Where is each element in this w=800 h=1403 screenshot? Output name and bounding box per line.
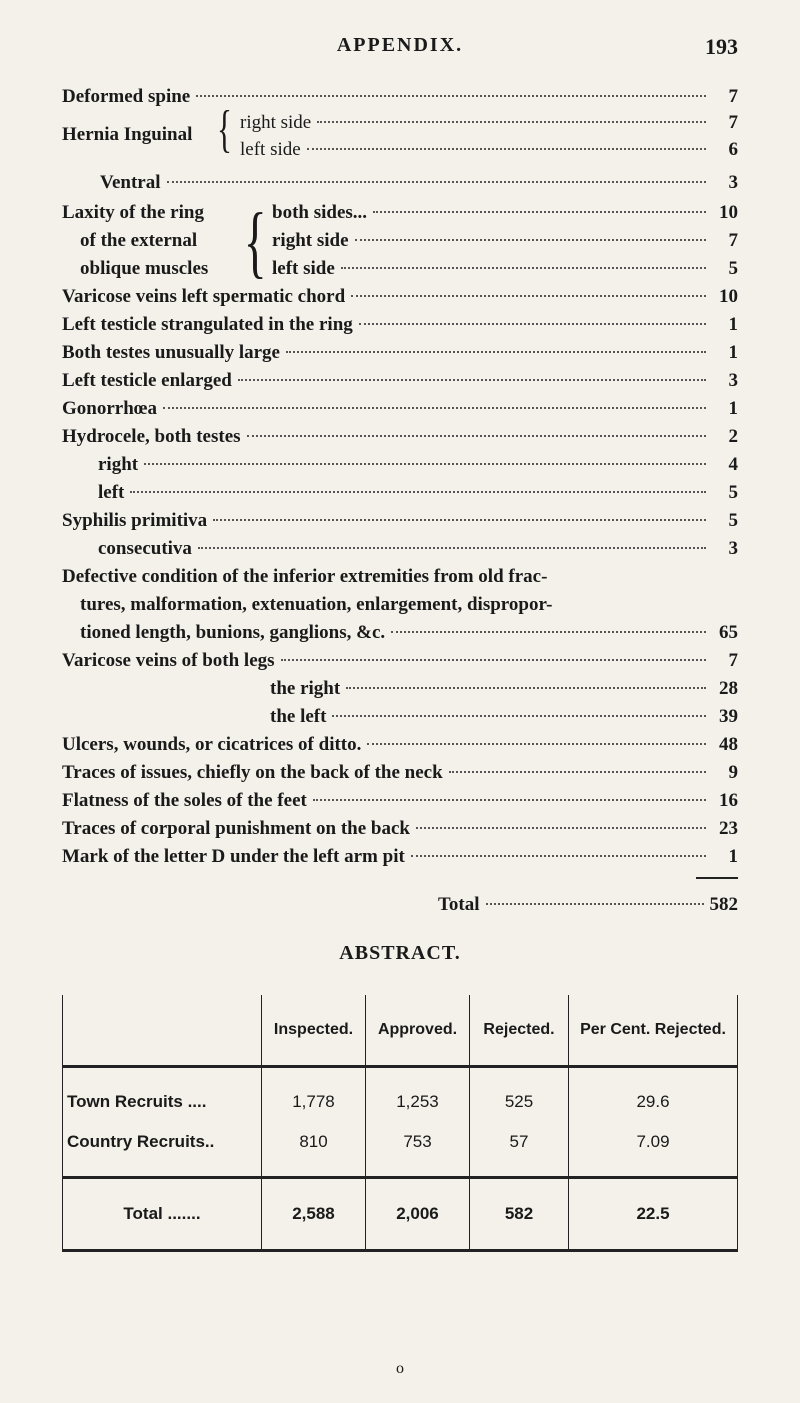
entry-row <box>62 424 738 450</box>
column-header: Approved. <box>366 995 470 1067</box>
entry-row <box>62 760 738 786</box>
entry-value: 7 <box>728 86 738 107</box>
entry-label: Deformed spine <box>62 86 191 107</box>
entry-row <box>62 84 738 110</box>
entry-value: 7 <box>728 112 738 133</box>
entry-value: 65 <box>719 622 738 643</box>
entry-value: 28 <box>719 678 738 699</box>
entry-label: Traces of issues, chiefly on the back of the neck <box>62 762 443 783</box>
entry-row <box>62 844 738 870</box>
entry-value: 3 <box>728 172 738 193</box>
table-total-row <box>63 1178 738 1251</box>
table-cell: 810 <box>262 1122 366 1178</box>
entry-row <box>100 170 738 196</box>
entry-value: 10 <box>719 286 738 307</box>
entry-label: Left testicle strangulated in the ring <box>62 314 353 335</box>
entry-row <box>240 137 738 163</box>
entry-label: Flatness of the soles of the feet <box>62 790 307 811</box>
brace-icon: { <box>216 101 232 158</box>
wrapped-line: tures, malformation, extenuation, enlargement, dispropor- <box>80 594 553 615</box>
entry-row <box>62 340 738 366</box>
group-label-laxity-2: of the external <box>80 230 198 251</box>
total-rule <box>696 877 738 879</box>
table-cell: 1,253 <box>366 1067 470 1123</box>
table-cell: 22.5 <box>569 1178 738 1251</box>
entry-label: right side <box>240 112 312 133</box>
total-row <box>438 892 738 918</box>
column-header: Inspected. <box>262 995 366 1067</box>
entry-value: 3 <box>728 370 738 391</box>
table-header-row <box>63 995 738 1067</box>
group-label-laxity-1: Laxity of the ring <box>62 202 204 223</box>
table-cell: 2,588 <box>262 1178 366 1251</box>
entry-value: 5 <box>728 510 738 531</box>
table-cell: 2,006 <box>366 1178 470 1251</box>
row-label: Total ....... <box>63 1178 262 1251</box>
entry-label: Varicose veins of both legs <box>62 650 275 671</box>
table-row <box>63 1122 738 1178</box>
entry-row <box>240 110 738 136</box>
entry-value: 9 <box>728 762 738 783</box>
entry-label: tioned length, bunions, ganglions, &c. <box>80 622 386 643</box>
entry-row <box>272 256 738 282</box>
entry-row <box>62 816 738 842</box>
entry-row <box>270 676 738 702</box>
entry-label: Both testes unusually large <box>62 342 280 363</box>
table-cell: 1,778 <box>262 1067 366 1123</box>
entry-label: both sides... <box>272 202 368 223</box>
entry-label: Ulcers, wounds, or cicatrices of ditto. <box>62 734 362 755</box>
brace-icon: { <box>243 198 267 286</box>
entry-label: Mark of the letter D under the left arm pit <box>62 846 405 867</box>
entry-row <box>272 200 738 226</box>
total-label: Total <box>438 894 480 915</box>
entry-value: 39 <box>719 706 738 727</box>
entry-value: 10 <box>719 202 738 223</box>
entry-label: left side <box>272 258 335 279</box>
table-cell: 29.6 <box>569 1067 738 1123</box>
entry-label: the right <box>270 678 341 699</box>
entry-label: Traces of corporal punishment on the back <box>62 818 410 839</box>
entry-label: right side <box>272 230 349 251</box>
entry-label: Syphilis primitiva <box>62 510 208 531</box>
entry-label: Varicose veins left spermatic chord <box>62 286 346 307</box>
entry-label: Ventral <box>100 172 161 193</box>
group-label-laxity-3: oblique muscles <box>80 258 209 279</box>
entry-value: 1 <box>728 314 738 335</box>
entry-value: 6 <box>728 139 738 160</box>
entry-row <box>62 284 738 310</box>
entry-label: left <box>98 482 125 503</box>
entry-row <box>98 452 738 478</box>
entry-row <box>62 648 738 674</box>
entry-label: Gonorrhœa <box>62 398 157 419</box>
page-number: 193 <box>705 34 738 59</box>
entry-value: 48 <box>719 734 738 755</box>
entry-row <box>62 396 738 422</box>
page-header <box>0 34 800 64</box>
wrapped-line: Defective condition of the inferior extremities from old frac- <box>62 566 548 587</box>
entry-row <box>62 788 738 814</box>
entry-label: right <box>98 454 139 475</box>
entry-row <box>62 368 738 394</box>
abstract-title: ABSTRACT. <box>339 942 461 964</box>
entry-value: 23 <box>719 818 738 839</box>
column-header: Per Cent. Rejected. <box>569 995 738 1067</box>
entry-row <box>62 312 738 338</box>
entry-row <box>272 228 738 254</box>
entry-value: 7 <box>728 650 738 671</box>
table-cell: 7.09 <box>569 1122 738 1178</box>
entry-value: 2 <box>728 426 738 447</box>
running-head: APPENDIX. <box>336 34 464 56</box>
entry-value: 7 <box>728 230 738 251</box>
table-row <box>63 1067 738 1123</box>
entry-label: Hydrocele, both testes <box>62 426 241 447</box>
entry-value: 5 <box>728 258 738 279</box>
column-header <box>63 995 262 1067</box>
entry-row <box>80 620 738 646</box>
signature-mark: o <box>396 1360 404 1377</box>
entry-value: 1 <box>728 398 738 419</box>
abstract-table <box>62 995 738 1252</box>
entry-value: 5 <box>728 482 738 503</box>
entry-value: 3 <box>728 538 738 559</box>
entry-row <box>98 480 738 506</box>
table-cell: 57 <box>470 1122 569 1178</box>
entry-label: consecutiva <box>98 538 192 559</box>
entry-row <box>98 536 738 562</box>
entry-value: 1 <box>728 846 738 867</box>
table-cell: 525 <box>470 1067 569 1123</box>
column-header: Rejected. <box>470 995 569 1067</box>
entry-row <box>62 732 738 758</box>
table-cell: 753 <box>366 1122 470 1178</box>
row-label: Town Recruits .... <box>63 1067 262 1123</box>
table-cell: 582 <box>470 1178 569 1251</box>
row-label: Country Recruits.. <box>63 1122 262 1178</box>
entry-value: 1 <box>728 342 738 363</box>
entry-label: the left <box>270 706 327 727</box>
entry-label: Left testicle enlarged <box>62 370 232 391</box>
entry-row <box>62 508 738 534</box>
entry-row <box>270 704 738 730</box>
entry-value: 16 <box>719 790 738 811</box>
entry-label: left side <box>240 139 301 160</box>
entry-value: 4 <box>728 454 738 475</box>
group-label-hernia: Hernia Inguinal <box>62 124 193 145</box>
total-value: 582 <box>709 894 738 915</box>
